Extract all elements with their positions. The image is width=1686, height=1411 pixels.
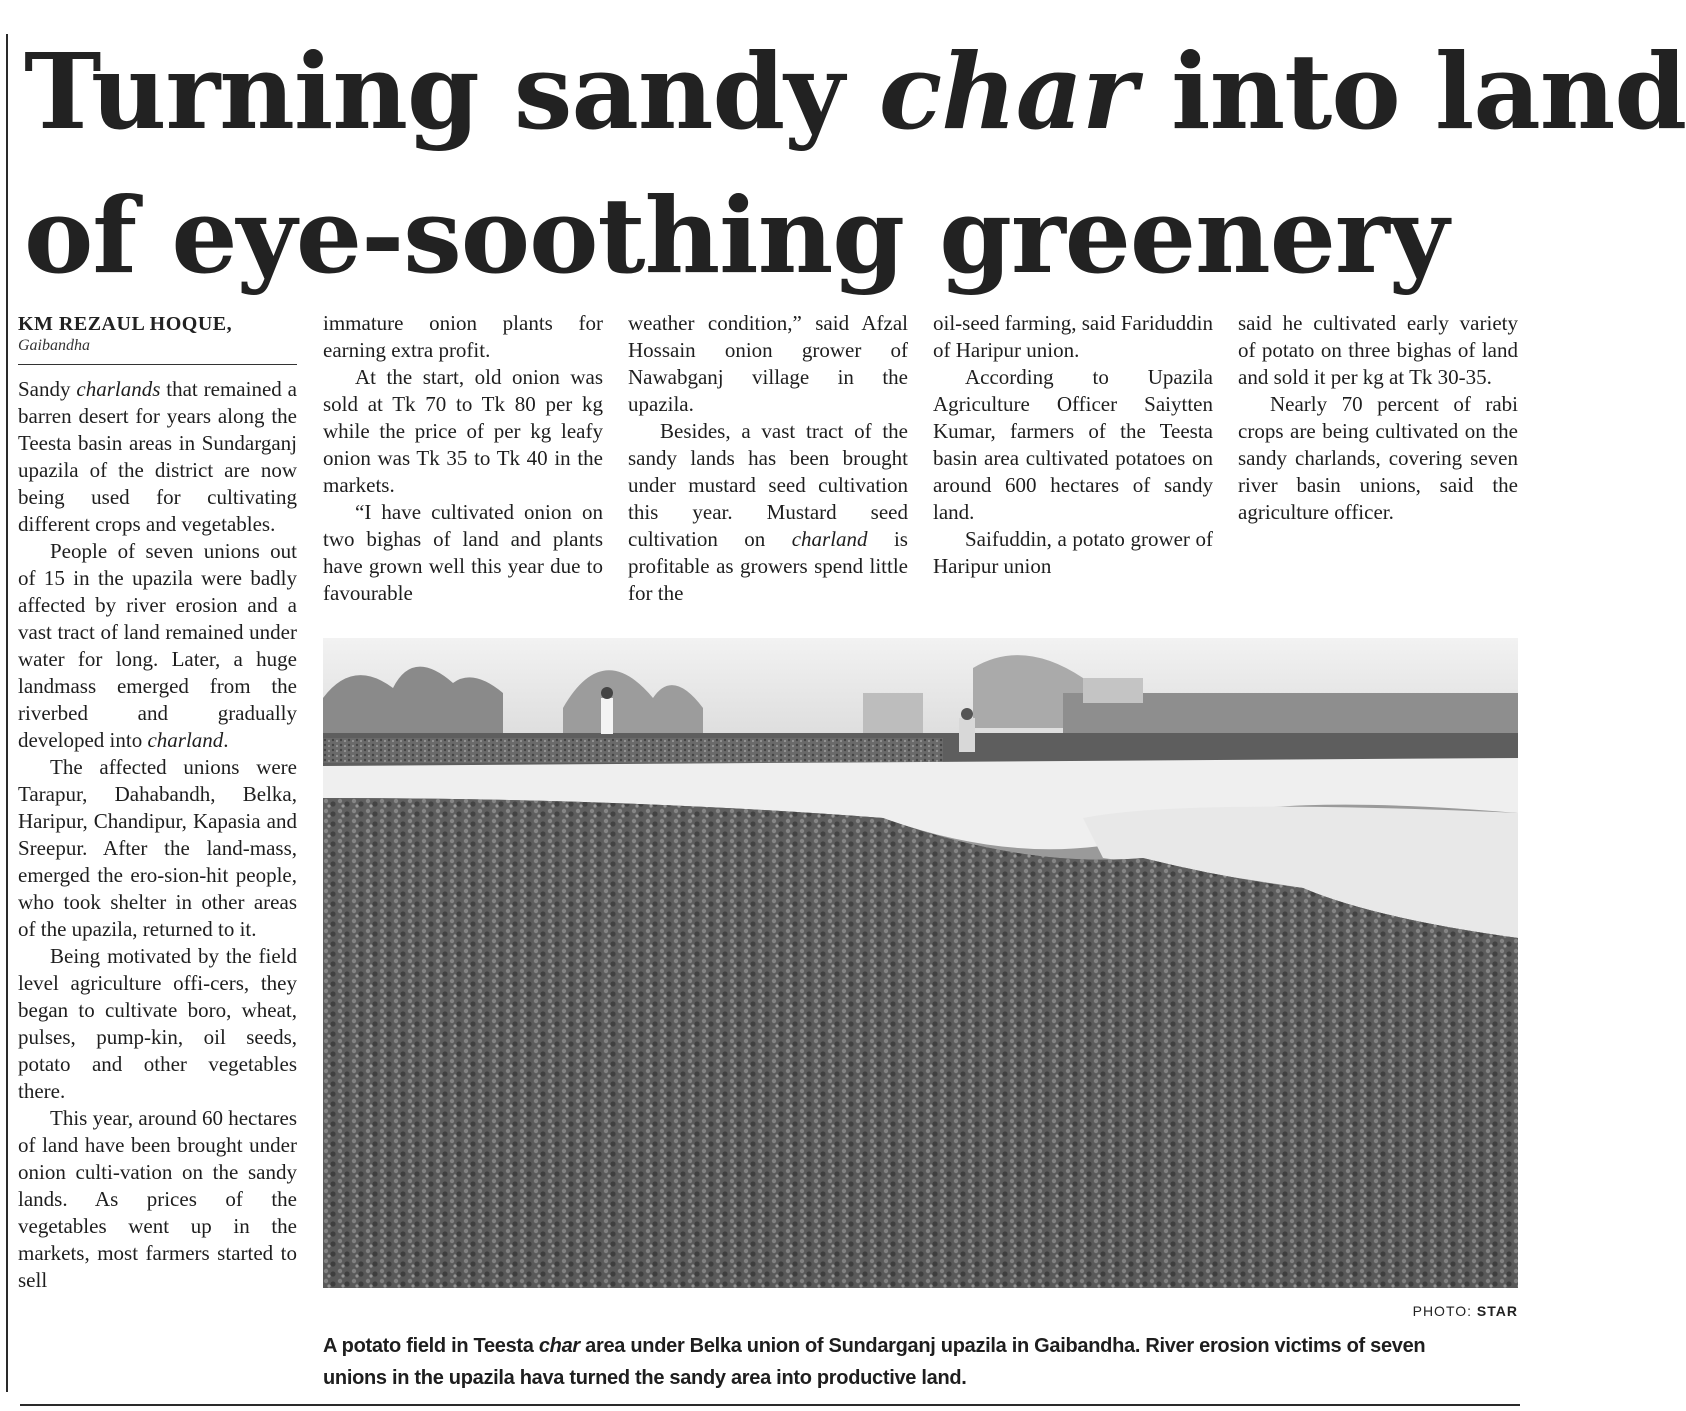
news-photo-potato-field (323, 638, 1518, 1288)
paragraph: “I have cultivated onion on two bighas of land and plants have grown well this year due to favourable (323, 500, 603, 605)
headline (24, 20, 1686, 308)
paragraph: weather condition,” said Afzal Hossain onion grower of Nawabganj village in the upazila. (628, 311, 908, 416)
paragraph: People of seven unions out of 15 in the upazila were badly affected by river erosion and a vast tract of land remained under water for long. Later, a huge landmass emerged from the riverbed and gradually developed into charland. (18, 539, 297, 752)
paragraph: Sandy charlands that remained a barren desert for years along the Teesta basin areas in Sundarganj upazila of the district are now being used for cultivating different crops and vegetables. (18, 377, 297, 536)
paragraph: This year, around 60 hectares of land have been brought under onion culti-vation on the sandy lands. As prices of the vegetables went up in the markets, most farmers started to sell (18, 1106, 297, 1292)
left-column-rule (6, 34, 8, 1392)
paragraph: immature onion plants for earning extra profit. (323, 311, 603, 362)
paragraph: said he cultivated early variety of potato on three bighas of land and sold it per kg at Tk 30-35. (1238, 311, 1518, 389)
paragraph: oil-seed farming, said Fariduddin of Haripur union. (933, 311, 1213, 362)
byline-divider (18, 364, 297, 365)
article-column-4 (933, 310, 1213, 580)
photo-credit-source: STAR (1476, 1303, 1518, 1319)
paragraph: Nearly 70 percent of rabi crops are being cultivated on the sandy charlands, covering seven river basin unions, said the agriculture officer. (1238, 392, 1518, 524)
caption-line-2: unions in the upazila hava turned the sandy area into productive land. (323, 1367, 967, 1389)
paragraph: The affected unions were Tarapur, Dahabandh, Belka, Haripur, Chandipur, Kapasia and Sreepur. After the land-mass, emerged the ero-sion-hit people, who took shelter in other areas of the upazila, returned to it. (18, 755, 297, 941)
article-column-3 (628, 310, 908, 607)
paragraph: Being motivated by the field level agriculture offi-cers, they began to cultivate boro, wheat, pulses, pump-kin, oil seeds, potato and other vegetables there. (18, 944, 297, 1103)
byline (18, 313, 298, 355)
paragraph: According to Upazila Agriculture Officer Saiytten Kumar, farmers of the Teesta basin area cultivated potatoes on around 600 hectares of sandy land. (933, 365, 1213, 524)
article-column-5 (1238, 310, 1518, 526)
article-column-1 (18, 376, 297, 1294)
bottom-rule (20, 1404, 1520, 1406)
author-name: KM REZAUL HOQUE, (18, 313, 233, 335)
headline-line-1: Turning sandy char into land (24, 30, 1686, 153)
article-column-2 (323, 310, 603, 607)
photo-credit: PHOTO: STAR (1412, 1303, 1518, 1319)
paragraph: Besides, a vast tract of the sandy lands has been brought under mustard seed cultivation this year. Mustard seed cultivation on charland is profitable as growers spend little for the (628, 419, 908, 605)
photo-caption (323, 1330, 1523, 1394)
photo-illustration (323, 638, 1518, 1288)
headline-line-2: of eye-soothing greenery (24, 174, 1449, 297)
paragraph: Saifuddin, a potato grower of Haripur union (933, 527, 1213, 578)
paragraph: At the start, old onion was sold at Tk 70 to Tk 80 per kg while the price of per kg leafy onion was Tk 35 to Tk 40 in the markets. (323, 365, 603, 497)
caption-line-1: A potato field in Teesta char area under Belka union of Sundarganj upazila in Gaibandha. River erosion victims of seven (323, 1335, 1426, 1357)
dateline-location: Gaibandha (18, 337, 90, 354)
headline-italic-word: char (878, 30, 1136, 153)
